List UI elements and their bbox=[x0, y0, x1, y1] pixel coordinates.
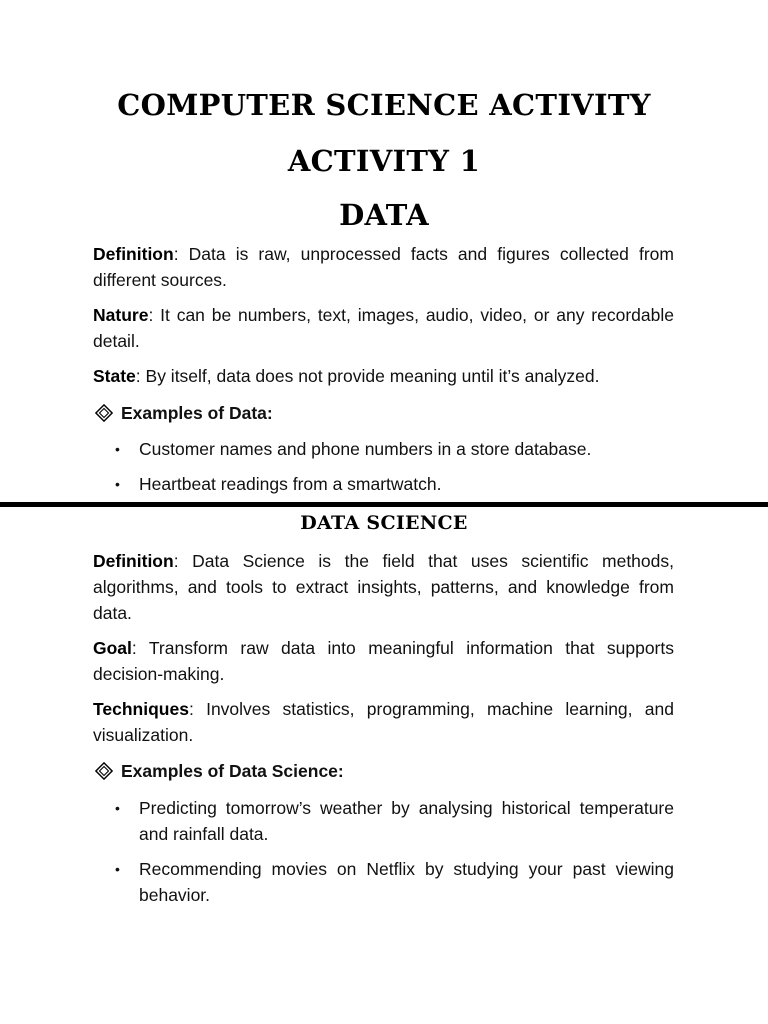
data-science-definition bbox=[93, 548, 674, 626]
list-item bbox=[115, 795, 674, 847]
data-science-techniques bbox=[93, 696, 674, 748]
techniques-text: : Involves statistics, programming, machine learning, and visualization. bbox=[93, 699, 674, 745]
diamond-outline-icon bbox=[95, 762, 113, 780]
examples-of-data-science-label: Examples of Data Science: bbox=[121, 761, 344, 781]
bullet: • bbox=[115, 800, 120, 816]
nature-label: Nature bbox=[93, 305, 149, 325]
nature-text: : It can be numbers, text, images, audio, video, or any recordable detail. bbox=[93, 305, 674, 351]
section-heading-data-science: DATA SCIENCE bbox=[300, 512, 468, 534]
document-title: COMPUTER SCIENCE ACTIVITY bbox=[117, 88, 651, 122]
data-definition bbox=[93, 241, 674, 293]
examples-of-data-label: Examples of Data: bbox=[121, 403, 273, 423]
definition-text: : Data Science is the field that uses scientific methods, algorithms, and tools to extract insights, patterns, and knowledge from data. bbox=[93, 551, 674, 623]
bullet: • bbox=[115, 476, 120, 492]
goal-text: : Transform raw data into meaningful information that supports decision-making. bbox=[93, 638, 674, 684]
list-item bbox=[115, 856, 674, 908]
bullet: • bbox=[115, 861, 120, 877]
list-item-text: Predicting tomorrow’s weather by analysing historical temperature and rainfall data. bbox=[139, 798, 674, 844]
data-nature bbox=[93, 302, 674, 354]
data-science-goal bbox=[93, 635, 674, 687]
diamond-outline-icon bbox=[95, 404, 113, 422]
horizontal-divider bbox=[0, 502, 768, 507]
list-item-text: Heartbeat readings from a smartwatch. bbox=[139, 474, 442, 494]
data-state bbox=[93, 363, 674, 389]
bullet: • bbox=[115, 441, 120, 457]
state-label: State bbox=[93, 366, 136, 386]
definition-label: Definition bbox=[93, 244, 174, 264]
list-item bbox=[115, 471, 674, 497]
examples-of-data-science-title bbox=[95, 759, 344, 783]
activity-title: ACTIVITY 1 bbox=[287, 144, 481, 178]
section-heading-data: DATA bbox=[339, 198, 429, 232]
list-item-text: Recommending movies on Netflix by studying your past viewing behavior. bbox=[139, 859, 674, 905]
definition-label: Definition bbox=[93, 551, 174, 571]
definition-text: : Data is raw, unprocessed facts and figures collected from different sources. bbox=[93, 244, 674, 290]
examples-of-data-title bbox=[95, 401, 273, 425]
state-text: : By itself, data does not provide meaning until it’s analyzed. bbox=[135, 366, 600, 386]
goal-label: Goal bbox=[93, 638, 132, 658]
techniques-label: Techniques bbox=[93, 699, 189, 719]
list-item bbox=[115, 436, 674, 462]
list-item-text: Customer names and phone numbers in a store database. bbox=[139, 439, 592, 459]
